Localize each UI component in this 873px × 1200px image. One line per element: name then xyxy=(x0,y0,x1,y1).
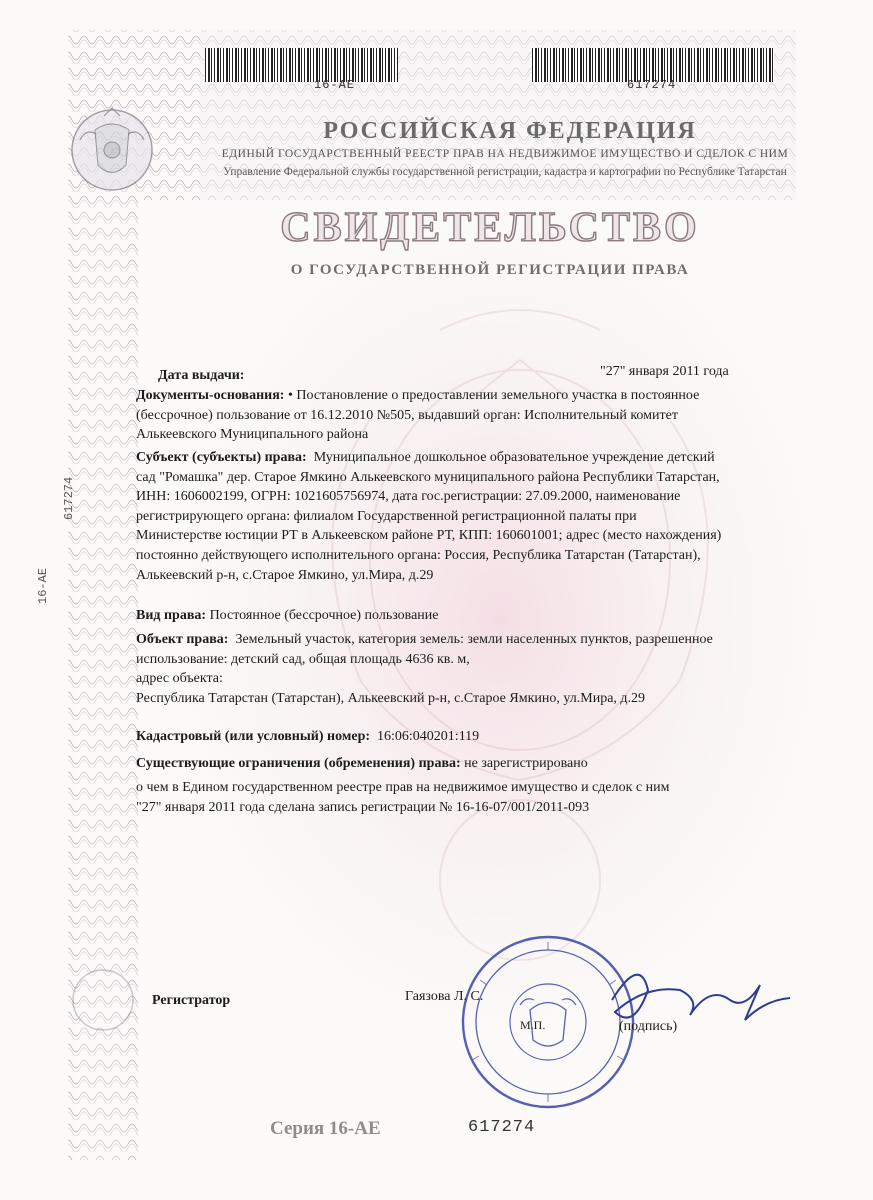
registrar-name: Гаязова Л. С. xyxy=(405,989,484,1004)
subject-line: Муниципальное дошкольное образовательное учреждение детский xyxy=(313,450,715,465)
subject-line: регистрирующего органа: филиалом Государственной регистрационной палаты при xyxy=(136,508,637,524)
subject-line: сад "Ромашка" дер. Старое Ямкино Алькеевского муниципального района Республики Татарстан, xyxy=(136,469,720,485)
cadastral-number: 16:06:040201:119 xyxy=(377,729,480,744)
cadastral-label: Кадастровый (или условный) номер: xyxy=(136,729,371,744)
barcode-left xyxy=(205,48,398,82)
documents-line: Алькеевского Муниципального района xyxy=(136,427,369,443)
subject-line: ИНН: 1606002199, ОГРН: 1021605756974, дата гос.регистрации: 27.09.2000, наименование xyxy=(136,489,681,505)
registration-record xyxy=(136,778,800,817)
barcode-code: 16-AE xyxy=(314,78,356,92)
cadastral-row xyxy=(136,727,800,747)
documents-label: Документы-основания: xyxy=(136,388,285,403)
header-title: РОССИЙСКАЯ ФЕДЕРАЦИЯ xyxy=(323,118,697,144)
object-line: Земельный участок, категория земель: земли населенных пунктов, разрешенное xyxy=(235,632,713,647)
issue-date-label: Дата выдачи: xyxy=(158,368,245,383)
restrictions-row xyxy=(136,754,800,774)
subject-line: постоянно действующего исполнительного органа: Россия, Республика Татарстан (Татарстан), xyxy=(136,547,701,563)
subject-label: Субъект (субъекты) права: xyxy=(136,450,307,465)
series-label: Серия 16-АЕ xyxy=(270,1118,381,1139)
subject-line: Министерстве юстиции РТ в Алькеевском районе РТ, КПП: 160601001; адрес (место нахождения) xyxy=(136,528,722,544)
documents-section xyxy=(136,386,800,445)
record-line: о чем в Едином государственном реестре прав на недвижимое имущество и сделок с ним xyxy=(136,780,670,795)
object-line: адрес объекта: xyxy=(136,671,223,687)
right-type-value: Постоянное (бессрочное) пользование xyxy=(209,608,439,623)
restrictions-value: не зарегистрировано xyxy=(464,756,588,771)
right-type-label: Вид права: xyxy=(136,608,207,623)
side-number: 617274 xyxy=(62,476,76,520)
subject-section xyxy=(136,448,800,585)
barcode-number: 617274 xyxy=(627,78,677,92)
signature-label: (подпись) xyxy=(619,1019,678,1034)
right-type-row xyxy=(136,606,800,626)
documents-line: (бессрочное) пользование от 16.12.2010 №505, выдавший орган: Исполнительный комитет xyxy=(136,407,678,423)
certificate-title: СВИДЕТЕЛЬСТВО xyxy=(280,205,700,251)
certificate-subtitle: О ГОСУДАРСТВЕННОЙ РЕГИСТРАЦИИ ПРАВА xyxy=(290,262,690,278)
subject-line: Алькеевский р-н, с.Старое Ямкино, ул.Мира, д.29 xyxy=(136,567,434,583)
header-subtitle-registry: ЕДИНЫЙ ГОСУДАРСТВЕННЫЙ РЕЕСТР ПРАВ НА НЕДВИЖИМОЕ ИМУЩЕСТВО И СДЕЛОК С НИМ xyxy=(221,148,789,160)
object-line: Республика Татарстан (Татарстан), Алькеевский р-н, с.Старое Ямкино, ул.Мира, д.29 xyxy=(136,690,646,706)
registrar-label: Регистратор xyxy=(152,993,231,1008)
side-code: 16-AE xyxy=(36,567,50,604)
record-line: "27" января 2011 года сделана запись регистрации № 16-16-07/001/2011-093 xyxy=(136,799,590,815)
series-number: 617274 xyxy=(468,1118,536,1137)
object-section xyxy=(136,630,800,708)
documents-line: • Постановление о предоставлении земельного участка в постоянное xyxy=(287,388,700,403)
object-line: использование: детский сад, общая площадь 4636 кв. м, xyxy=(136,651,470,667)
object-label: Объект права: xyxy=(136,632,229,647)
barcode-right xyxy=(532,48,774,82)
stamp-mp-label: М.П. xyxy=(520,1018,546,1032)
issue-date-value: "27" января 2011 года xyxy=(600,364,729,379)
restrictions-label: Существующие ограничения (обременения) права: xyxy=(136,756,461,771)
header-subtitle-office: Управление Федеральной службы государственной регистрации, кадастра и картографии по Республике Татарстан xyxy=(223,166,787,178)
